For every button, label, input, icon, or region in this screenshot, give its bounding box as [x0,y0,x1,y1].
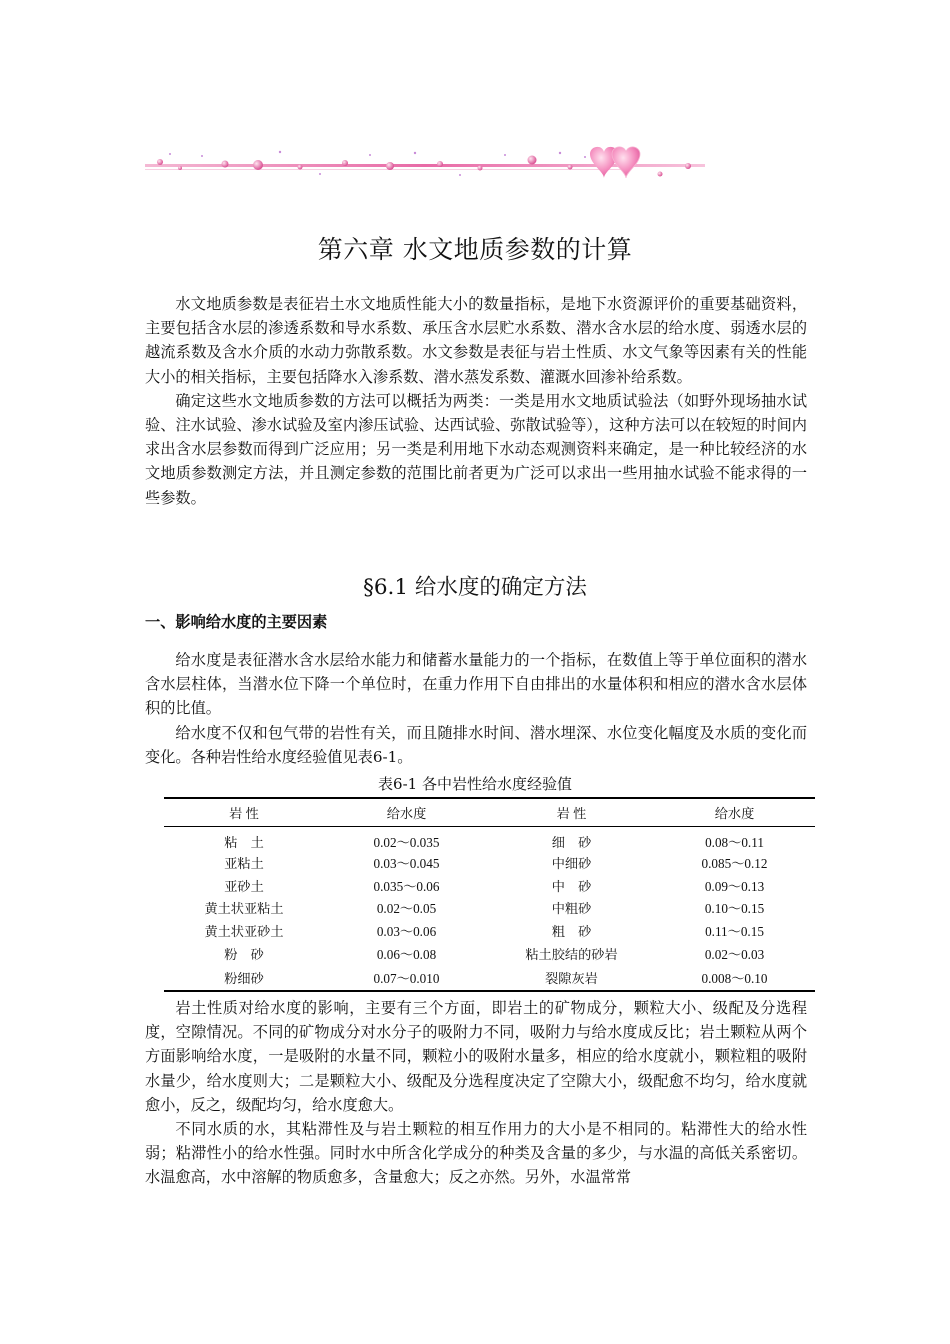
table-header-row [164,798,815,827]
table-cell: 中粗砂 [551,901,592,917]
table-cell: 粘 土 [224,834,264,850]
section-title: §6.1 给水度的确定方法 [363,575,587,600]
table-cell: 0.03～0.045 [373,855,440,871]
body-paragraph: 不同水质的水，其粘滞性及与岩土颗粒的相互作用力的大小是不相同的。粘滞性大的给水性弱；粘滞性小的给水性强。同时水中所含化学成分的种类及含量的多少，与水温的高低关系密切。水温愈高，水中溶解的物质愈多，含量愈大；反之亦然。另外，水温常常 [145,1120,807,1187]
intro-paragraph: 水文地质参数是表征岩土水文地质性能大小的数量指标，是地下水资源评价的重要基础资料，主要包括含水层的渗透系数和导水系数、承压含水层贮水系数、潜水含水层的给水度、弱透水层的越流系数及含水介质的水动力弥散系数。水文参数是表征与岩土性质、水文气象等因素有关的性能大小的相关指标，主要包括降水入渗系数、潜水蒸发系数、灌溉水回渗补给系数。 [145,295,807,386]
table-cell: 细 砂 [551,834,592,850]
table-header-cell: 岩 性 [164,798,324,827]
table-cell: 黄土状亚粘土 [204,901,284,917]
table-row [164,942,815,965]
table-cell: 中细砂 [551,855,592,871]
table-cell: 亚砂土 [224,878,264,894]
table-caption: 表6-1 各中岩性给水度经验值 [378,775,572,793]
table-row [164,919,815,942]
table-cell: 0.085～0.12 [701,855,768,871]
table-cell: 粉细砂 [164,965,324,991]
table-header-cell: 岩 性 [489,798,654,827]
chapter-title: 第六章 水文地质参数的计算 [317,235,633,264]
table-cell: 0.09～0.13 [704,878,765,894]
table-container [164,797,815,992]
subheading: 一、影响给水度的主要因素 [145,613,328,631]
table-cell: 粗 砂 [551,924,592,940]
table-cell: 粉 砂 [224,947,264,963]
table-cell: 0.02～0.05 [376,901,437,917]
table-cell: 0.07～0.010 [324,965,489,991]
table-header-cell: 给水度 [324,798,489,827]
intro-paragraph: 确定这些水文地质参数的方法可以概括为两类：一类是用水文地质试验法（如野外现场抽水试验、注水试验、渗水试验及室内渗压试验、达西试验、弥散试验等），这种方法可以在较短的时间内求出含水层参数而得到广泛应用；另一类是利用地下水动态观测资料来确定，是一种比较经济的水文地质参数测定方法，并且测定参数的范围比前者更为广泛可以求出一些用抽水试验不能求得的一些参数。 [145,391,807,507]
decorative-heart-banner [140,140,710,190]
table-row [164,851,815,874]
table-cell: 0.02～0.03 [704,947,765,963]
table-cell: 0.08～0.11 [705,834,764,850]
table-cell: 0.008～0.10 [654,965,815,991]
table-cell: 黄土状亚砂土 [204,924,284,940]
table-cell: 0.03～0.06 [376,924,437,940]
heart-icon [590,147,640,178]
table-cell: 0.02～0.035 [373,834,440,850]
intro-section [145,292,807,510]
section-paragraph: 给水度是表征潜水含水层给水能力和储蓄水量能力的一个指标，在数值上等于单位面积的潜水含水层柱体，当潜水位下降一个单位时，在重力作用下自由排出的水量体积和相应的潜水含水层体积的比值。 [145,651,807,718]
table-cell: 0.035～0.06 [373,878,440,894]
section-paragraph: 给水度不仅和包气带的岩性有关，而且随排水时间、潜水埋深、水位变化幅度及水质的变化而变化。各种岩性给水度经验值见表6-1。 [145,723,807,766]
table-cell: 0.11～0.15 [705,924,764,940]
table-cell: 裂隙灰岩 [489,965,654,991]
table-cell: 亚粘土 [224,855,264,871]
table-cell: 中 砂 [551,878,592,894]
table-row [164,897,815,920]
section-body [145,648,807,769]
table-row [164,965,815,991]
after-table-body [145,996,807,1190]
table-cell: 粘土胶结的砂岩 [525,947,618,963]
body-paragraph: 岩土性质对给水度的影响，主要有三个方面，即岩土的矿物成分，颗粒大小、级配及分选程度，空隙情况。不同的矿物成分对水分子的吸附力不同，吸附力与给水度成反比；岩土颗粒从两个方面影响给水度，一是吸附的水量不同，颗粒小的吸附水量多，相应的给水度就小，颗粒粗的吸附水量少，给水度则大；二是颗粒大小、级配及分选程度决定了空隙大小，级配愈不均匀，给水度就愈小，反之，级配均匀，给水度愈大。 [145,999,807,1114]
table-row [164,874,815,897]
table-cell: 0.10～0.15 [704,901,765,917]
specific-yield-table [164,797,815,992]
table-cell: 0.06～0.08 [376,947,437,963]
table-header-cell: 给水度 [654,798,815,827]
table-row [164,827,815,852]
